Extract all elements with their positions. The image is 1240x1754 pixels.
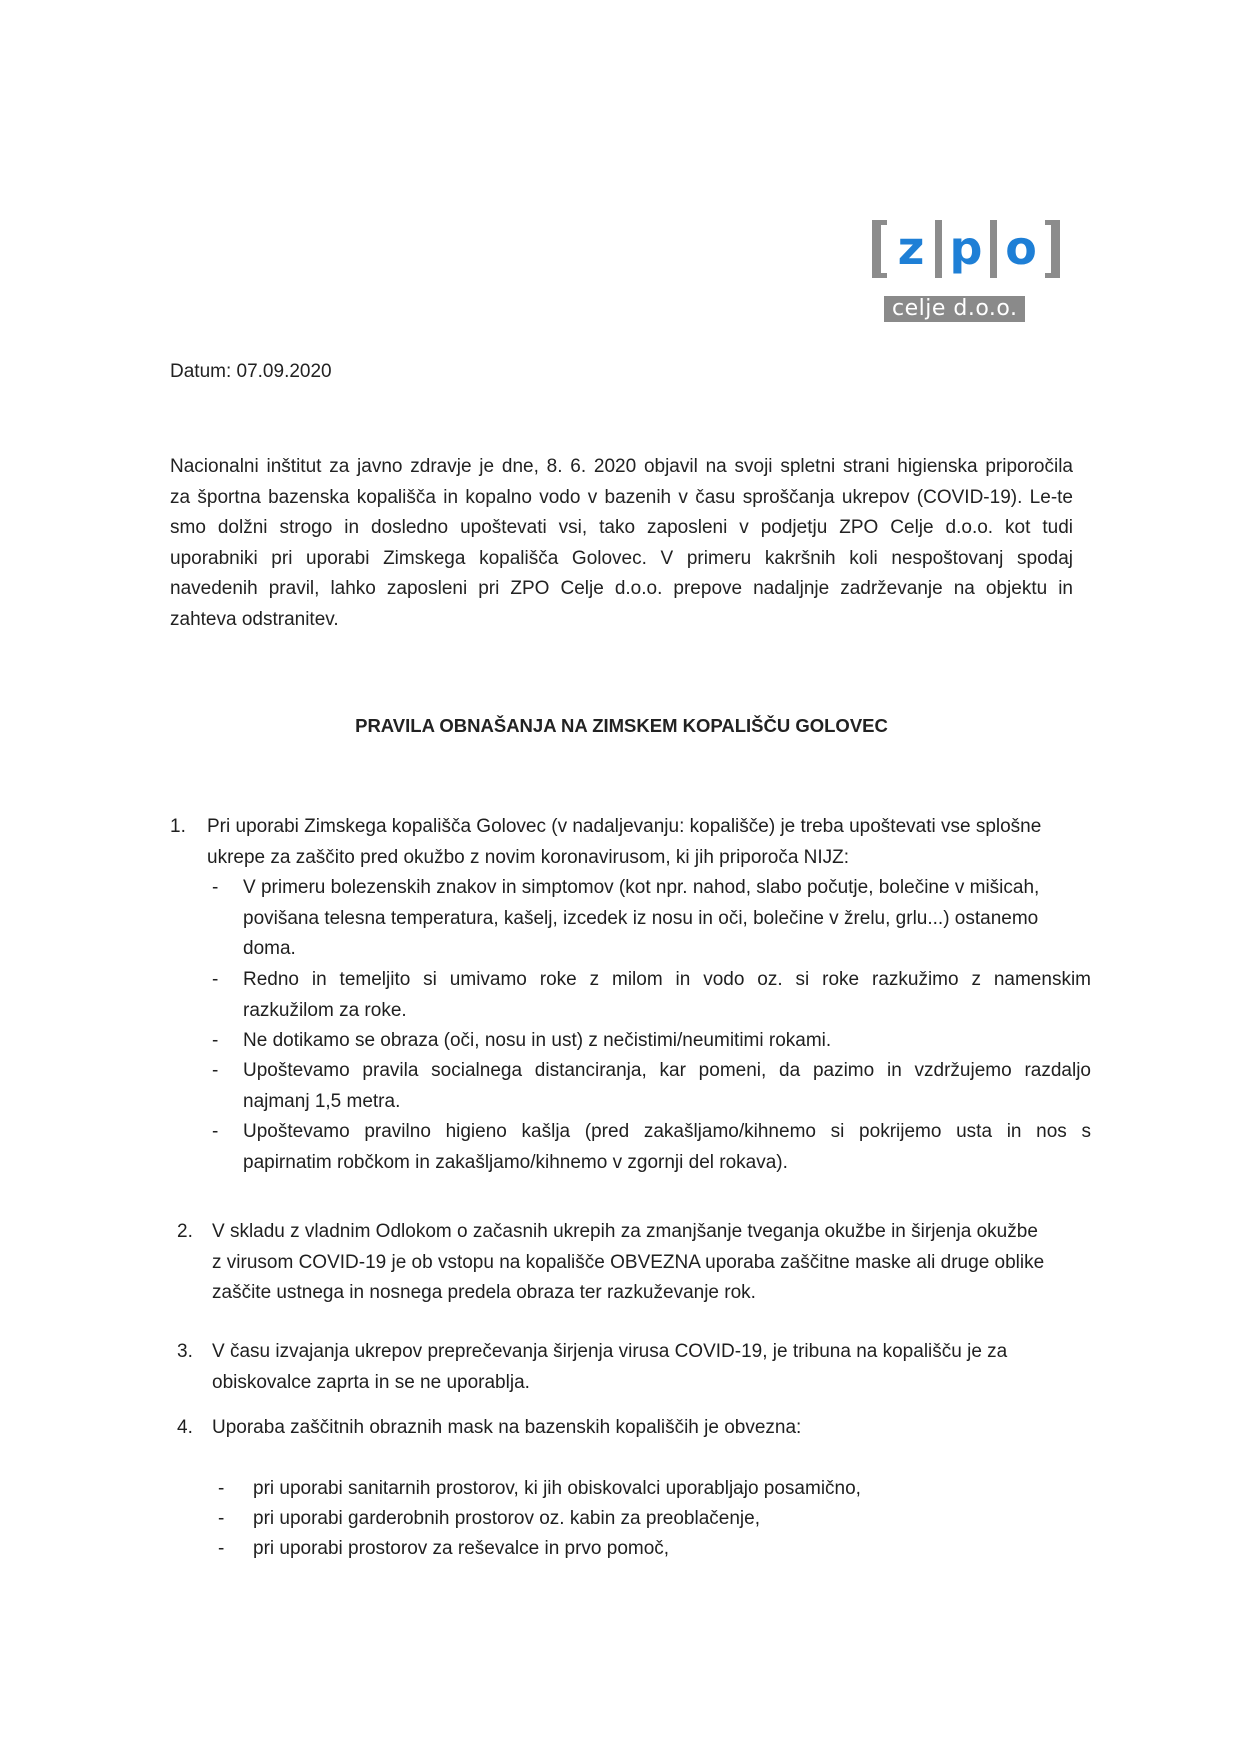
rule-1-bullet-2 — [243, 965, 1091, 1026]
bullet-dash-icon: - — [218, 1538, 225, 1559]
rule-line: z virusom COVID-19 je ob vstopu na kopališče OBVEZNA uporaba zaščitne maske ali druge oblike — [212, 1251, 1045, 1273]
bullet-line: doma. — [243, 938, 296, 959]
rule-line: ukrepe za zaščito pred okužbo z novim koronavirusom, ki jih priporoča NIJZ: — [207, 846, 850, 868]
intro-line: za športna bazenska kopališča in kopalno vodo v bazenih v času sproščanja ukrepov (COVID-19). Le-te — [170, 486, 1073, 508]
rule-3-text — [212, 1337, 1074, 1398]
rule-4-text — [212, 1413, 1074, 1444]
logo-letter-p: p — [949, 221, 983, 275]
bullet-line: pri uporabi prostorov za reševalce in prvo pomoč, — [253, 1538, 670, 1559]
logo-separator-icon — [935, 220, 942, 278]
intro-paragraph — [170, 452, 1073, 635]
logo-subtitle: celje d.o.o. — [884, 296, 1025, 322]
bullet-dash-icon: - — [212, 969, 219, 990]
bullet-line: razkužilom za roke. — [243, 999, 407, 1021]
logo-letter-z: z — [897, 221, 925, 275]
rule-line: zaščite ustnega in nosnega predela obraza ter razkuževanje rok. — [212, 1282, 756, 1303]
intro-line: navedenih pravil, lahko zaposleni pri ZPO Celje d.o.o. prepove nadaljnje zadrževanje na objektu in — [170, 578, 1073, 599]
rule-line: Uporaba zaščitnih obraznih mask na bazenskih kopališčih je obvezna: — [212, 1417, 802, 1438]
bullet-line: Ne dotikamo se obraza (oči, nosu in ust) z nečistimi/neumitimi rokami. — [243, 1030, 832, 1051]
bullet-dash-icon: - — [212, 1060, 219, 1081]
intro-line: uporabniki pri uporabi Zimskega kopališča Golovec. V primeru kakršnih koli nespoštovanj spodaj — [170, 547, 1073, 569]
logo-right-bracket-icon — [1051, 220, 1060, 278]
rule-number: 3. — [177, 1341, 193, 1362]
bullet-dash-icon: - — [212, 1030, 219, 1051]
rule-line: V skladu z vladnim Odlokom o začasnih ukrepih za zmanjšanje tveganja okužbe in širjenja okužbe — [212, 1221, 1038, 1242]
logo-left-bracket-icon — [872, 220, 881, 278]
rule-line: V času izvajanja ukrepov preprečevanja širjenja virusa COVID-19, je tribuna na kopališču je za — [212, 1341, 1008, 1362]
zpo-celje-logo — [872, 220, 1072, 330]
bullet-dash-icon: - — [212, 1121, 219, 1142]
logo-letter-o: o — [1005, 221, 1037, 275]
rule-number: 2. — [177, 1221, 193, 1242]
bullet-dash-icon: - — [218, 1508, 225, 1529]
bullet-dash-icon: - — [218, 1478, 225, 1499]
bullet-line: pri uporabi sanitarnih prostorov, ki jih obiskovalci uporabljajo posamično, — [253, 1478, 861, 1499]
bullet-line: V primeru bolezenskih znakov in simptomov (kot npr. nahod, slabo počutje, bolečine v mišicah, — [243, 877, 1040, 898]
rule-4-bullet-2 — [253, 1504, 1101, 1535]
rule-1-bullet-3 — [243, 1026, 1091, 1057]
bullet-line: povišana telesna temperatura, kašelj, izcedek iz nosu in oči, bolečine v žrelu, grlu...) ostanemo — [243, 907, 1039, 929]
document-date: Datum: 07.09.2020 — [170, 361, 332, 382]
rule-number: 4. — [177, 1417, 193, 1438]
logo-separator-icon — [990, 220, 997, 278]
intro-line: smo dolžni strogo in dosledno upoštevati vsi, tako zaposleni v podjetju ZPO Celje d.o.o. kot tudi — [170, 517, 1073, 538]
rule-2-text — [212, 1217, 1074, 1309]
rule-1-bullet-5 — [243, 1117, 1091, 1178]
rule-line: obiskovalce zaprta in se ne uporablja. — [212, 1371, 530, 1393]
bullet-line: Redno in temeljito si umivamo roke z milom in vodo oz. si roke razkužimo z namenskim — [243, 969, 1091, 990]
intro-line: Nacionalni inštitut za javno zdravje je dne, 8. 6. 2020 objavil na svoji spletni strani higienska priporočila — [170, 456, 1073, 477]
rules-title: PRAVILA OBNAŠANJA NA ZIMSKEM KOPALIŠČU GOLOVEC — [355, 715, 888, 736]
bullet-line: pri uporabi garderobnih prostorov oz. kabin za preoblačenje, — [253, 1508, 760, 1529]
rule-4-bullet-1 — [253, 1474, 1101, 1505]
rule-1-bullet-4 — [243, 1056, 1091, 1117]
rule-line: Pri uporabi Zimskega kopališča Golovec (v nadaljevanju: kopališče) je treba upoštevati vse splošne — [207, 816, 1042, 837]
rule-1-text — [207, 812, 1087, 873]
rule-1-bullet-1 — [243, 873, 1091, 965]
rule-number: 1. — [170, 816, 186, 837]
bullet-line: papirnatim robčkom in zakašljamo/kihnemo v zgornji del rokava). — [243, 1151, 788, 1173]
bullet-line: Upoštevamo pravila socialnega distanciranja, kar pomeni, da pazimo in vzdržujemo razdaljo — [243, 1060, 1091, 1081]
bullet-line: najmanj 1,5 metra. — [243, 1090, 401, 1112]
bullet-line: Upoštevamo pravilno higieno kašlja (pred zakašljamo/kihnemo si pokrijemo usta in nos s — [243, 1121, 1091, 1142]
intro-line: zahteva odstranitev. — [170, 608, 339, 630]
logo-mark — [872, 220, 1060, 280]
rule-4-bullet-3 — [253, 1534, 1101, 1565]
bullet-dash-icon: - — [212, 877, 219, 898]
